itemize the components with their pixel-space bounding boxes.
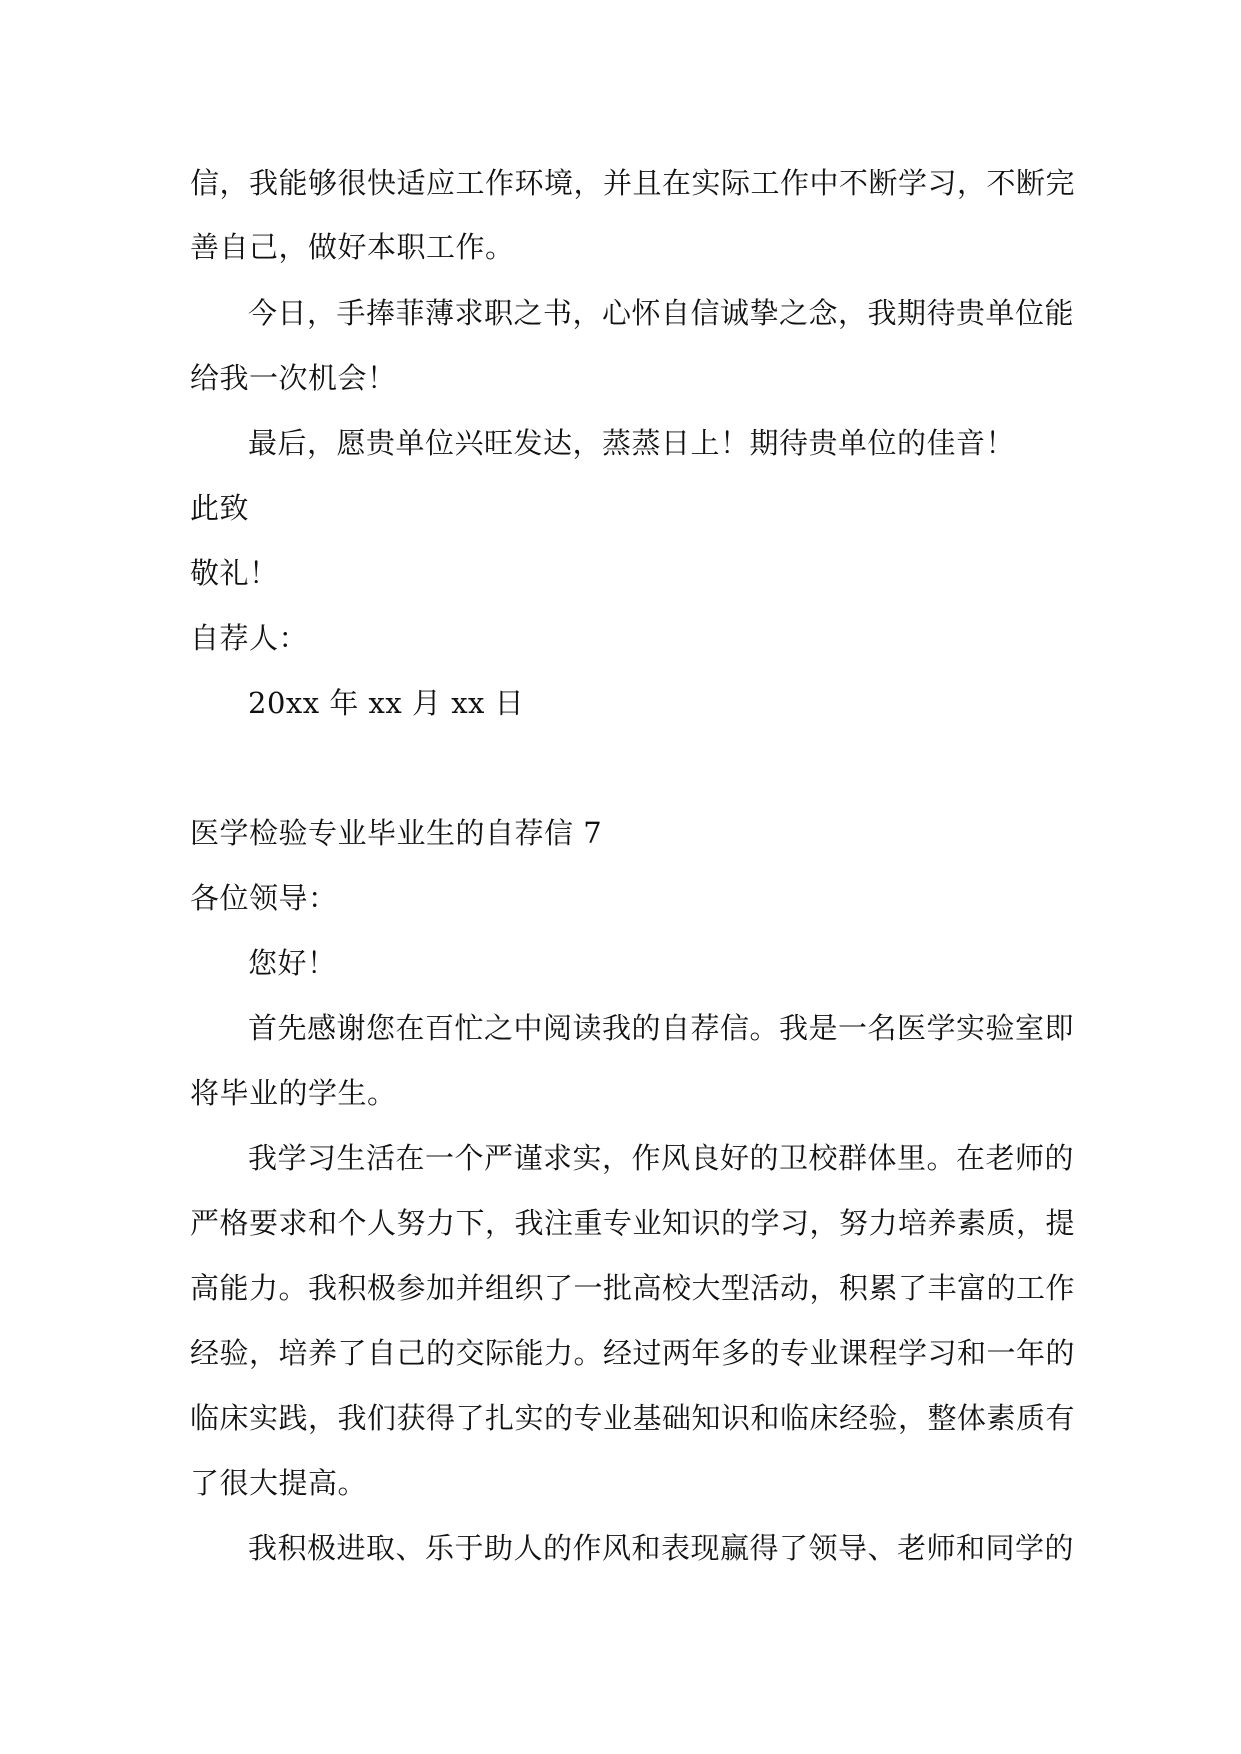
paragraph-line: 我积极进取、乐于助人的作风和表现赢得了领导、老师和同学的 xyxy=(248,1531,1075,1565)
paragraph-line: 高能力。我积极参加并组织了一批高校大型活动，积累了丰富的工作 xyxy=(190,1271,1076,1305)
signature-label: 自荐人： xyxy=(190,621,309,655)
section-title: 医学检验专业毕业生的自荐信 7 xyxy=(190,816,603,850)
paragraph-line: 首先感谢您在百忙之中阅读我的自荐信。我是一名医学实验室即 xyxy=(248,1011,1075,1045)
paragraph-line: 经验，培养了自己的交际能力。经过两年多的专业课程学习和一年的 xyxy=(190,1336,1076,1370)
paragraph-line: 严格要求和个人努力下，我注重专业知识的学习，努力培养素质，提 xyxy=(190,1206,1076,1240)
paragraph-line: 临床实践，我们获得了扎实的专业基础知识和临床经验，整体素质有 xyxy=(190,1401,1076,1435)
paragraph-line: 信，我能够很快适应工作环境，并且在实际工作中不断学习，不断完 xyxy=(190,166,1076,200)
paragraph-line: 善自己，做好本职工作。 xyxy=(190,230,515,264)
paragraph-line: 今日，手捧菲薄求职之书，心怀自信诚挚之念，我期待贵单位能 xyxy=(248,296,1075,330)
greeting: 您好！ xyxy=(248,946,337,980)
closing-line: 敬礼！ xyxy=(190,556,279,590)
date-line: 20xx 年 xx 月 xx 日 xyxy=(248,686,525,720)
paragraph-line: 将毕业的学生。 xyxy=(190,1076,397,1110)
salutation: 各位领导： xyxy=(190,881,338,915)
paragraph-line: 我学习生活在一个严谨求实，作风良好的卫校群体里。在老师的 xyxy=(248,1141,1075,1175)
paragraph-line: 给我一次机会！ xyxy=(190,361,397,395)
closing-line: 此致 xyxy=(190,491,250,525)
paragraph-line: 了很大提高。 xyxy=(190,1466,368,1500)
paragraph-line: 最后，愿贵单位兴旺发达，蒸蒸日上！期待贵单位的佳音！ xyxy=(248,426,1016,460)
